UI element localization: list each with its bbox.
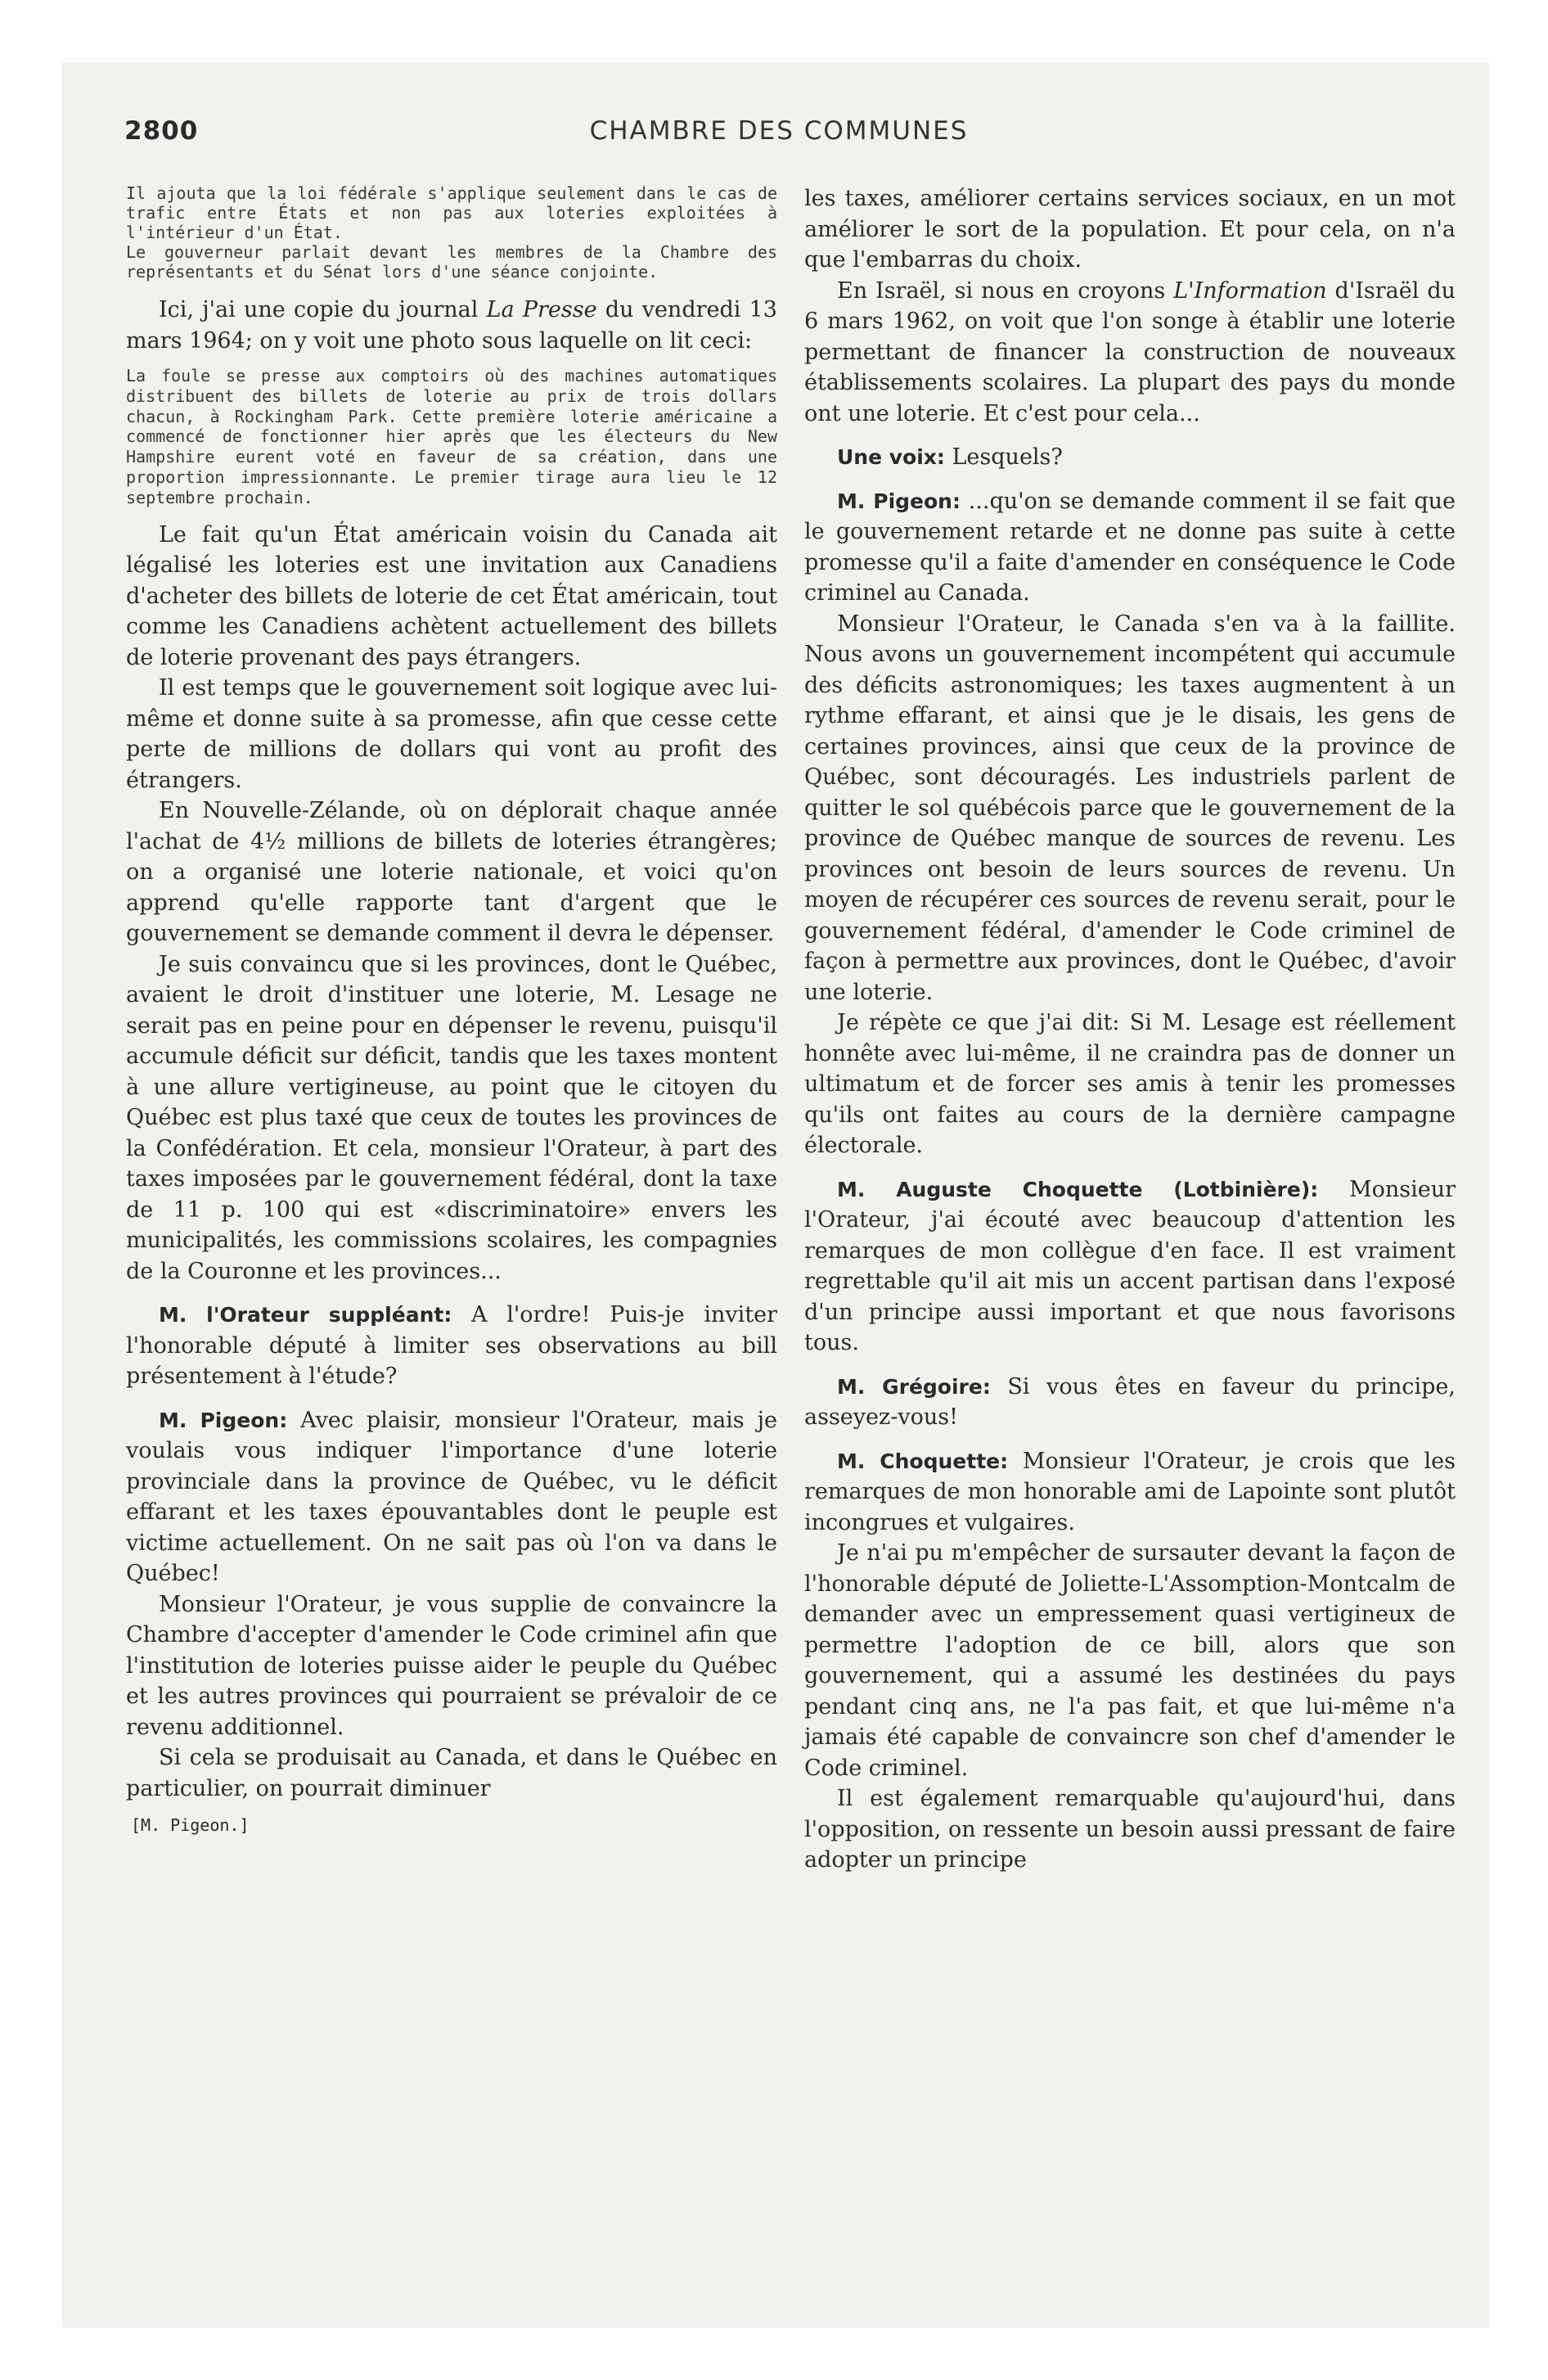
paragraph: En Nouvelle-Zélande, où on déplorait chaque année l'achat de 4½ millions de billets de loteries étrangères; on a organisé une loterie nationale, et voici qu'on apprend qu'elle rapporte tant d'argent que le gouvernement se demande comment il devra le dépenser. xyxy=(126,798,777,947)
paragraph: Monsieur l'Orateur, je vous supplie de convaincre la Chambre d'accepter d'amender le Code criminel afin que l'institution de loteries puisse aider le peuple du Québec et les autres provinces qui pourraient se prévaloir de ce revenu additionnel. xyxy=(126,1591,777,1740)
page-number: 2800 xyxy=(124,116,199,146)
speaker-name: M. Pigeon: xyxy=(837,489,961,513)
right-column xyxy=(804,183,1456,1876)
paragraph-israel: En Israël, si nous en croyons L'Information d'Israël du 6 mars 1962, on voit que l'on songe à établir une loterie permettant de financer la construction de nouveaux établissements scolaires. La plupart des pays du monde ont une loterie. Et c'est pour cela... xyxy=(804,277,1456,426)
paragraph: Si cela se produisait au Canada, et dans le Québec en particulier, on pourrait diminuer xyxy=(126,1745,777,1801)
newspaper-title: La Presse xyxy=(486,297,597,322)
speaker-name: M. Grégoire: xyxy=(837,1374,991,1399)
speech-gregoire: M. Grégoire: Si vous êtes en faveur du principe, asseyez-vous! xyxy=(804,1373,1456,1430)
speech-choquette-lotbiniere: M. Auguste Choquette (Lotbinière): Monsieur l'Orateur, j'ai écouté avec beaucoup d'attention les remarques de mon collègue d'en face. Il est vraiment regrettable qu'il ait mis un accent partisan dans l'exposé d'un principe aussi important et que nous favorisons tous. xyxy=(804,1176,1456,1355)
newspaper-title: L'Information xyxy=(1173,277,1327,304)
paragraph: Je répète ce que j'ai dit: Si M. Lesage est réellement honnête avec lui-même, il ne craindra pas de donner un ultimatum et de forcer ses amis à tenir les promesses qu'ils ont faites au cours de la dernière campagne électorale. xyxy=(804,1010,1456,1158)
speaker-name: M. Auguste Choquette (Lotbinière): xyxy=(837,1177,1319,1201)
speech-pigeon: M. Pigeon: ...qu'on se demande comment il se fait que le gouvernement retarde et ne donne pas suite à cette promesse qu'il a faite d'amender en conséquence le Code criminel au Canada. xyxy=(804,488,1456,606)
footnote-federal-law: Il ajouta que la loi fédérale s'applique seulement dans le cas de trafic entre États et non pas aux loteries exploitées à l'intérieur d'un État. xyxy=(126,183,777,242)
paragraph: Il est temps que le gouvernement soit logique avec lui-même et donne suite à sa promesse, afin que cesse cette perte de millions de dollars qui vont au profit des étrangers. xyxy=(126,675,777,793)
speech-pigeon: M. Pigeon: Avec plaisir, monsieur l'Orateur, mais je voulais vous indiquer l'importance d'une loterie provinciale dans la province de Québec, vu le déficit effarant et les taxes épouvantables dont le peuple est victime actuellement. On ne sait pas où l'on va dans le Québec! xyxy=(126,1407,777,1587)
page-title: CHAMBRE DES COMMUNES xyxy=(589,116,969,146)
scanned-page xyxy=(62,62,1489,2328)
speech-acting-speaker: M. l'Orateur suppléant: A l'ordre! Puis-je inviter l'honorable député à limiter ses observations au bill présentement à l'étude? xyxy=(126,1302,777,1390)
block-quote: La foule se presse aux comptoirs où des machines automatiques distribuent des billets de loterie au prix de trois dollars chacun, à Rockingham Park. Cette première loterie américaine a commencé de fonctionner hier après que les électeurs du New Hampshire eurent voté en faveur de sa création, dans une proportion impressionnante. Le premier tirage aura lieu le 12 septembre prochain. xyxy=(126,366,777,507)
speaker-name: M. Choquette: xyxy=(837,1449,1009,1473)
paragraph: Il est également remarquable qu'aujourd'hui, dans l'opposition, on ressente un besoin aussi pressant de faire adopter un principe xyxy=(804,1786,1456,1873)
speaker-attribution: [M. Pigeon.] xyxy=(131,1815,250,1836)
speech-a-voice: Une voix: Lesquels? xyxy=(837,444,1063,470)
speaker-name: Une voix: xyxy=(837,445,945,469)
paragraph-la-presse: Ici, j'ai une copie du journal La Presse du vendredi 13 mars 1964; on y voit une photo sous laquelle on lit ceci: xyxy=(126,297,777,354)
paragraph: Le fait qu'un État américain voisin du Canada ait légalisé les loteries est une invitation aux Canadiens d'acheter des billets de loterie de cet État américain, tout comme les Canadiens achètent actuellement des billets de loterie provenant des pays étrangers. xyxy=(126,521,777,670)
paragraph: Je n'ai pu m'empêcher de sursauter devant la façon de l'honorable député de Joliette-L'Assomption-Montcalm de demander avec un empressement quasi vertigineux de permettre l'adoption de ce bill, alors que son gouvernement, qui a assumé les destinées du pays pendant cinq ans, ne l'a pas fait, et que lui-même n'a jamais été capable de convaincre son chef d'amender le Code criminel. xyxy=(804,1540,1456,1781)
left-column xyxy=(126,183,777,1835)
footnote-governor: Le gouverneur parlait devant les membres de la Chambre des représentants et du Sénat lors d'une séance conjointe. xyxy=(126,242,777,282)
speaker-name: M. Pigeon: xyxy=(159,1408,288,1432)
paragraph: Monsieur l'Orateur, le Canada s'en va à la faillite. Nous avons un gouvernement incompétent qui accumule des déficits astronomiques; les taxes augmentent à un rythme effarant, et ainsi que je le disais, les gens de certaines provinces, ainsi que ceux de la province de Québec, sont découragés. Les industriels parlent de quitter le sol québécois parce que le gouvernement de la province de Québec manque de sources de revenu. Les provinces ont besoin de leurs sources de revenu. Un moyen de récupérer ces sources de revenu serait, pour le gouvernement fédéral, d'amender le Code criminel de façon à permettre aux provinces, dont le Québec, d'avoir une loterie. xyxy=(804,611,1456,1005)
running-head xyxy=(124,116,1433,157)
paragraph: les taxes, améliorer certains services sociaux, en un mot améliorer le sort de la population. Et pour cela, on n'a que l'embarras du choix. xyxy=(804,186,1456,273)
speech-choquette: M. Choquette: Monsieur l'Orateur, je crois que les remarques de mon honorable ami de Lapointe sont plutôt incongrues et vulgaires. xyxy=(804,1448,1456,1535)
speaker-name: M. l'Orateur suppléant: xyxy=(159,1303,452,1327)
paragraph: Je suis convaincu que si les provinces, dont le Québec, avaient le droit d'instituer une loterie, M. Lesage ne serait pas en peine pour en dépenser le revenu, puisqu'il accumule déficit sur déficit, tandis que les taxes montent à une allure vertigineuse, au point que le citoyen du Québec est plus taxé que ceux de toutes les provinces de la Confédération. Et cela, monsieur l'Orateur, à part des taxes imposées par le gouvernement fédéral, dont la taxe de 11 p. 100 qui est «discriminatoire» envers les municipalités, les commissions scolaires, les compagnies de la Couronne et les provinces... xyxy=(126,951,777,1284)
